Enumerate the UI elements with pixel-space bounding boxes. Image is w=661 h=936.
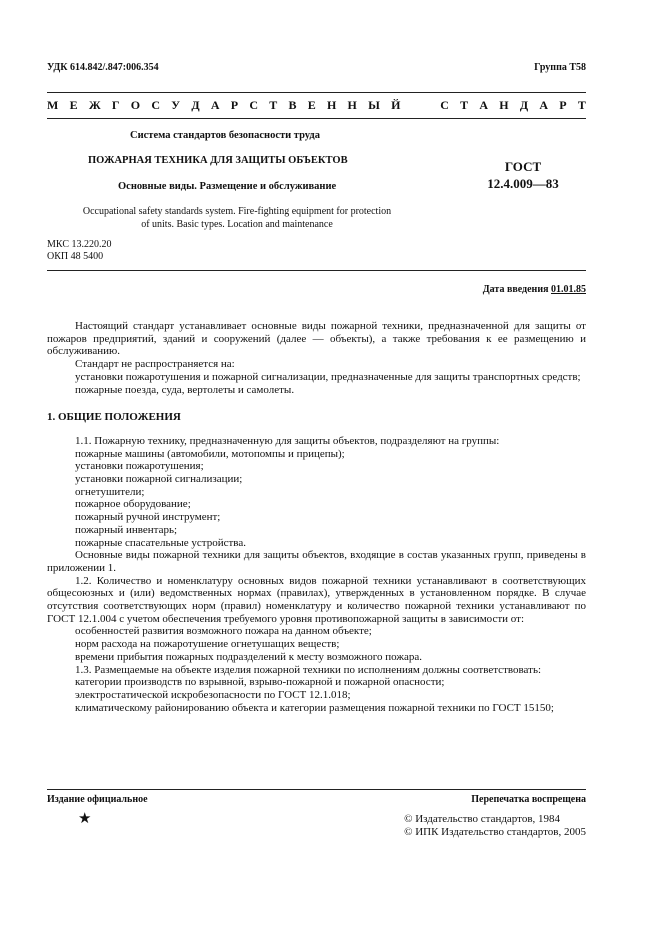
date-value: 01.01.85 bbox=[551, 284, 586, 295]
body-paragraph: пожарные поезда, суда, вертолеты и самолеты. bbox=[75, 383, 295, 396]
heading-letter: Г bbox=[111, 98, 120, 112]
document-body bbox=[47, 320, 586, 714]
heading-letter: М bbox=[47, 98, 59, 112]
body-paragraph: Стандарт не распространяется на: bbox=[75, 358, 235, 371]
copyright bbox=[404, 813, 586, 839]
list-item: пожарное оборудование; bbox=[75, 498, 191, 511]
list-item: установки пожаротушения; bbox=[75, 460, 204, 473]
heading-letter: Ы bbox=[368, 98, 380, 112]
heading-letter: Н bbox=[347, 98, 357, 112]
heading-letter: О bbox=[130, 98, 141, 112]
body-paragraph: Основные виды пожарной техники для защиты объектов, входящие в состав указанных групп, приведены в приложении 1. bbox=[47, 549, 586, 574]
list-item: норм расхода на пожаротушение огнетушащих веществ; bbox=[75, 638, 340, 651]
heading-letter: Т bbox=[460, 98, 469, 112]
heading-letter bbox=[412, 98, 415, 113]
system-name: Система стандартов безопасности труда bbox=[130, 130, 320, 141]
heading-letter: Т bbox=[269, 98, 278, 112]
list-item: огнетушители; bbox=[75, 485, 145, 498]
heading-letter: С bbox=[440, 98, 449, 112]
star-icon: ★ bbox=[78, 811, 92, 827]
heading-letter: Е bbox=[307, 98, 316, 112]
copyright-line1: © Издательство стандартов, 1984 bbox=[404, 813, 561, 825]
document-title: ПОЖАРНАЯ ТЕХНИКА ДЛЯ ЗАЩИТЫ ОБЪЕКТОВ bbox=[88, 155, 348, 166]
heading-letter: Н bbox=[499, 98, 509, 112]
date-label: Дата введения bbox=[482, 284, 549, 295]
title-block-rule bbox=[47, 270, 586, 271]
top-rule bbox=[47, 92, 586, 93]
clause-1-2: 1.2. Количество и номенклатуру основных видов пожарной техники устанавливают в соответствующих общесоюзных и (или) ведомственных нормах (правилах), утвержденных в установленном порядке. В случае отсутствия соответствующих норм (правил) номенклатуру и количество пожарной техники устанавливают по ГОСТ 12.1.004 с учетом обеспечения требуемого уровня противопожарной защиты в зависимости от: bbox=[47, 574, 586, 625]
list-item: пожарный ручной инструмент; bbox=[75, 511, 221, 524]
list-item: пожарные спасательные устройства. bbox=[75, 536, 246, 549]
heading-letter: Ж bbox=[88, 98, 101, 112]
heading-letter: Н bbox=[326, 98, 337, 112]
introduction-date bbox=[483, 284, 586, 295]
copyright-line2: © ИПК Издательство стандартов, 2005 bbox=[404, 826, 586, 838]
list-item: климатическому районированию объекта и категории размещения пожарной техники по ГОСТ 15150; bbox=[75, 701, 554, 714]
udk-code: УДК 614.842/.847:006.354 bbox=[47, 62, 159, 73]
reprint-prohibited: Перепечатка воспрещена bbox=[471, 794, 586, 805]
heading-letter: Е bbox=[69, 98, 78, 112]
heading-letter: Р bbox=[230, 98, 239, 112]
classification-codes bbox=[47, 239, 111, 262]
heading-letter: В bbox=[288, 98, 297, 112]
list-item: электростатической искробезопасности по ГОСТ 12.1.018; bbox=[75, 688, 351, 701]
body-paragraph: установки пожаротушения и пожарной сигнализации, предназначенные для защиты транспортных средств; bbox=[75, 370, 581, 383]
group-code: Группа Т58 bbox=[534, 62, 586, 73]
heading-letter: А bbox=[210, 98, 220, 112]
clause-1-3: 1.3. Размещаемые на объекте изделия пожарной техники по исполнениям должны соответствовать: bbox=[75, 663, 542, 676]
english-title-line1: Occupational safety standards system. Fire-fighting equipment for protection bbox=[82, 206, 392, 217]
english-title-line2: of units. Basic types. Location and maintenance bbox=[141, 218, 333, 230]
english-title bbox=[62, 206, 412, 231]
heading-letter: Р bbox=[559, 98, 567, 112]
heading-letter: А bbox=[479, 98, 489, 112]
clause-1-1: 1.1. Пожарную технику, предназначенную для защиты объектов, подразделяют на группы: bbox=[75, 434, 500, 447]
document-subtitle: Основные виды. Размещение и обслуживание bbox=[118, 181, 337, 192]
body-paragraph: Настоящий стандарт устанавливает основные виды пожарной техники, предназначенной для защиты от пожаров предприятий, зданий и сооружений (далее — объекты), а также требования к ее размещению и обслуживанию. bbox=[47, 320, 586, 358]
gost-designation bbox=[468, 158, 578, 192]
heading-letter: С bbox=[151, 98, 161, 112]
heading-letter: С bbox=[249, 98, 258, 112]
list-item: пожарный инвентарь; bbox=[75, 523, 178, 536]
heading-letter: Й bbox=[391, 98, 401, 112]
list-item: пожарные машины (автомобили, мотопомпы и прицепы); bbox=[75, 447, 345, 460]
standard-type-heading bbox=[47, 98, 586, 113]
gost-label: ГОСТ bbox=[504, 159, 542, 174]
heading-letter: А bbox=[539, 98, 549, 112]
list-item: категории производств по взрывной, взрыво-пожарной и пожарной опасности; bbox=[75, 676, 445, 689]
heading-letter: Т bbox=[577, 98, 586, 112]
mks-code: МКС 13.220.20 bbox=[47, 239, 112, 250]
footer-rule bbox=[47, 789, 586, 790]
heading-letter bbox=[426, 98, 429, 113]
list-item: времени прибытия пожарных подразделений к месту возможного пожара. bbox=[75, 650, 422, 663]
official-edition: Издание официальное bbox=[47, 794, 148, 805]
heading-letter: Д bbox=[191, 98, 200, 112]
heading-letter: У bbox=[171, 98, 181, 112]
heading-letter: Д bbox=[519, 98, 529, 112]
list-item: особенностей развития возможного пожара на данном объекте; bbox=[75, 625, 372, 638]
heading-rule bbox=[47, 118, 586, 119]
list-item: установки пожарной сигнализации; bbox=[75, 473, 243, 486]
okp-code: ОКП 48 5400 bbox=[47, 250, 104, 262]
section-heading: 1. ОБЩИЕ ПОЛОЖЕНИЯ bbox=[47, 411, 181, 424]
gost-number: 12.4.009—83 bbox=[487, 176, 559, 191]
